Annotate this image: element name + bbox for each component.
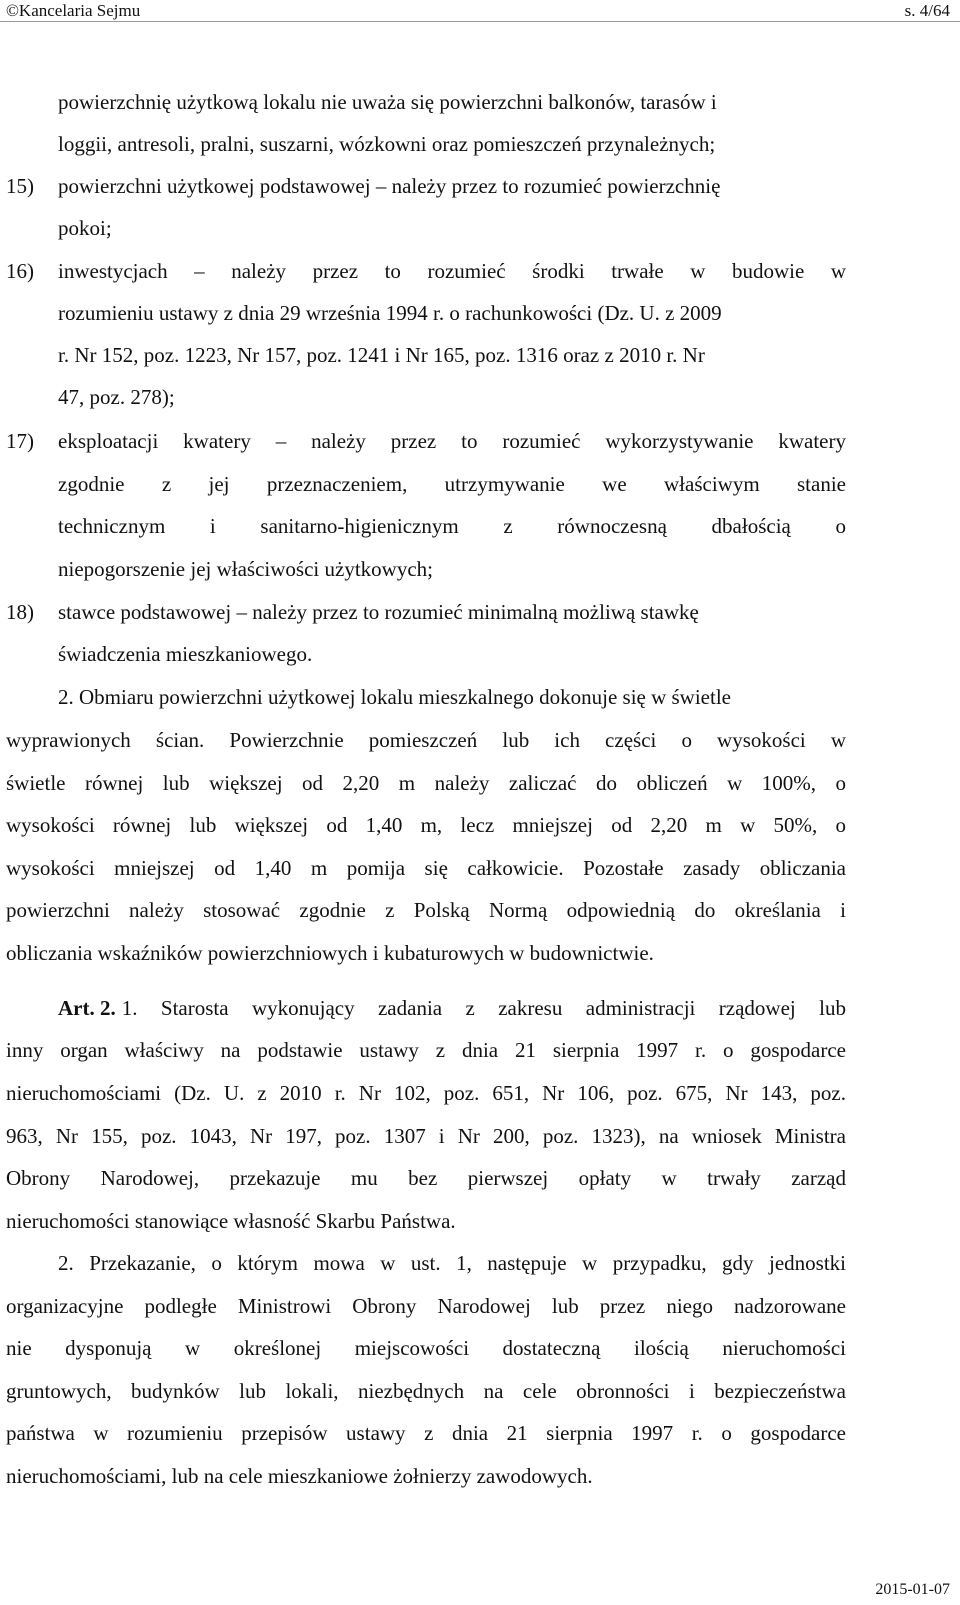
paragraph-line: nie dysponują w określonej miejscowości dostateczną ilością nieruchomości <box>6 1336 846 1360</box>
text-line: 47, poz. 278); <box>58 385 175 409</box>
list-item-number: 16) <box>6 259 34 283</box>
paragraph-line: powierzchni należy stosować zgodnie z Polską Normą odpowiednią do określania i <box>6 898 846 922</box>
paragraph-line: świetle równej lub większej od 2,20 m należy zaliczać do obliczeń w 100%, o <box>6 771 846 795</box>
text-line: niepogorszenie jej właściwości użytkowych; <box>58 557 433 581</box>
list-item-18 <box>6 599 846 625</box>
text-line: loggii, antresoli, pralni, suszarni, wózkowni oraz pomieszczeń przynależnych; <box>58 132 716 156</box>
list-item-text: inwestycjach – należy przez to rozumieć środki trwałe w budowie w <box>58 259 846 283</box>
paragraph-line: inny organ właściwy na podstawie ustawy z dnia 21 sierpnia 1997 r. o gospodarce <box>6 1038 846 1062</box>
article-heading-line <box>58 995 846 1021</box>
list-item-number: 17) <box>6 429 34 453</box>
list-item-15 <box>6 173 846 199</box>
list-item-number: 15) <box>6 174 34 198</box>
paragraph-line: nieruchomości stanowiące własność Skarbu Państwa. <box>6 1209 456 1233</box>
list-item-17 <box>6 428 846 454</box>
list-item-16 <box>6 258 846 284</box>
list-item-text: powierzchni użytkowej podstawowej – należy przez to rozumieć powierzchnię <box>58 174 721 198</box>
paragraph-line: 2. Przekazanie, o którym mowa w ust. 1, następuje w przypadku, gdy jednostki <box>58 1251 846 1275</box>
paragraph-line: nieruchomościami, lub na cele mieszkaniowe żołnierzy zawodowych. <box>6 1464 593 1488</box>
list-item-text: eksploatacji kwatery – należy przez to rozumieć wykorzystywanie kwatery <box>58 429 846 453</box>
text-line: zgodnie z jej przeznaczeniem, utrzymywanie we właściwym stanie <box>58 472 846 496</box>
paragraph-line: Obrony Narodowej, przekazuje mu bez pierwszej opłaty w trwały zarząd <box>6 1166 846 1190</box>
page-header <box>0 0 960 22</box>
header-divider <box>0 21 960 22</box>
paragraph-line: organizacyjne podległe Ministrowi Obrony Narodowej lub przez niego nadzorowane <box>6 1294 846 1318</box>
list-item-text: stawce podstawowej – należy przez to rozumieć minimalną możliwą stawkę <box>58 600 699 624</box>
paragraph-line: nieruchomościami (Dz. U. z 2010 r. Nr 102, poz. 651, Nr 106, poz. 675, Nr 143, poz. <box>6 1081 846 1105</box>
list-item-number: 18) <box>6 600 34 624</box>
article-label: Art. 2. <box>58 996 116 1020</box>
header-publisher: ©Kancelaria Sejmu <box>6 1 141 20</box>
paragraph-line: 2. Obmiaru powierzchni użytkowej lokalu mieszkalnego dokonuje się w świetle <box>58 685 731 709</box>
paragraph-line: 963, Nr 155, poz. 1043, Nr 197, poz. 1307 i Nr 200, poz. 1323), na wniosek Ministra <box>6 1124 846 1148</box>
article-text: 1. Starosta wykonujący zadania z zakresu administracji rządowej lub <box>121 996 846 1020</box>
text-line: technicznym i sanitarno-higienicznym z równoczesną dbałością o <box>58 514 846 538</box>
footer-date: 2015-01-07 <box>875 1581 950 1598</box>
text-line: świadczenia mieszkaniowego. <box>58 642 313 666</box>
text-line: pokoi; <box>58 216 112 240</box>
paragraph-line: obliczania wskaźników powierzchniowych i kubaturowych w budownictwie. <box>6 941 654 965</box>
paragraph-line: wyprawionych ścian. Powierzchnie pomieszczeń lub ich części o wysokości w <box>6 728 846 752</box>
text-line: rozumieniu ustawy z dnia 29 września 1994 r. o rachunkowości (Dz. U. z 2009 <box>58 301 722 325</box>
paragraph-line: wysokości mniejszej od 1,40 m pomija się całkowicie. Pozostałe zasady obliczania <box>6 856 846 880</box>
paragraph-line: wysokości równej lub większej od 1,40 m, lecz mniejszej od 2,20 m w 50%, o <box>6 813 846 837</box>
paragraph-line: gruntowych, budynków lub lokali, niezbędnych na cele obronności i bezpieczeństwa <box>6 1379 846 1403</box>
paragraph-line: państwa w rozumieniu przepisów ustawy z dnia 21 sierpnia 1997 r. o gospodarce <box>6 1421 846 1445</box>
text-line: powierzchnię użytkową lokalu nie uważa się powierzchni balkonów, tarasów i <box>58 90 717 114</box>
header-page-number: s. 4/64 <box>904 1 950 20</box>
text-line: r. Nr 152, poz. 1223, Nr 157, poz. 1241 i Nr 165, poz. 1316 oraz z 2010 r. Nr <box>58 343 705 367</box>
